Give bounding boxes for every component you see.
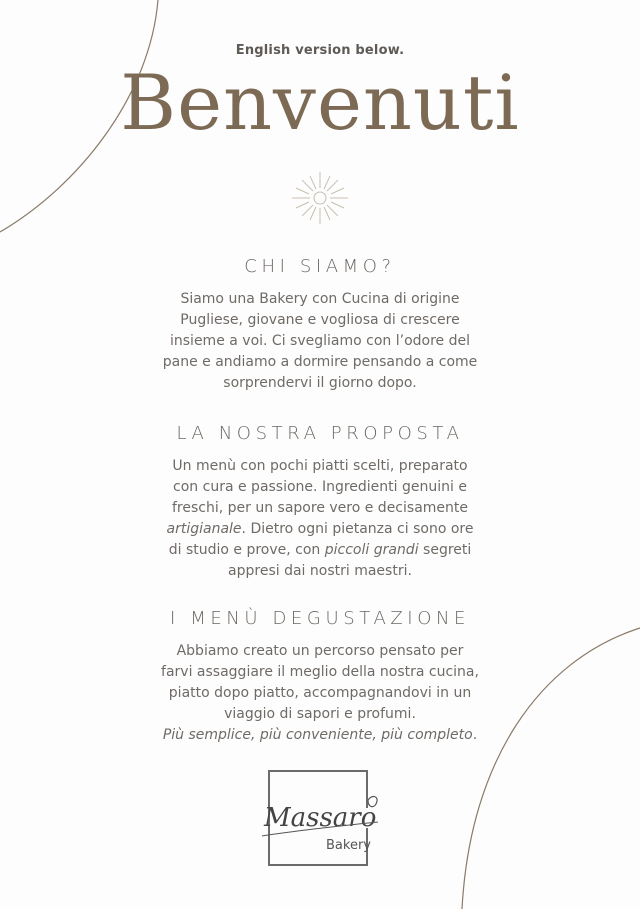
section-body: [140, 641, 500, 746]
logo-script-text: [260, 786, 384, 840]
section-chi-siamo: [0, 256, 640, 394]
body-emphasis: artigianale: [166, 521, 242, 537]
body-line: Siamo una Bakery con Cucina di origine: [180, 291, 460, 307]
massaro-bakery-logo: [256, 768, 386, 872]
body-line: . Dietro ogni pietanza ci sono ore: [241, 521, 474, 537]
body-line: Un menù con pochi piatti scelti, preparato: [172, 458, 468, 474]
body-line: sorprendervi il giorno dopo.: [223, 375, 417, 391]
body-line: con cura e passione. Ingredienti genuini e: [173, 479, 467, 495]
body-line: Abbiamo creato un percorso pensato per: [176, 643, 464, 659]
body-line: pane e andiamo a dormire pensando a come: [162, 354, 478, 370]
body-emphasis: Più semplice, più conveniente, più completo: [162, 727, 473, 743]
body-line: .: [472, 727, 478, 743]
section-nostra-proposta: [0, 423, 640, 582]
english-version-note: English version below.: [235, 43, 405, 58]
body-line: piatto dopo piatto, accompagnandovi in un: [168, 685, 472, 701]
section-heading: LA NOSTRA PROPOSTA: [176, 423, 464, 444]
section-body: [150, 289, 490, 394]
body-line: appresi dai nostri maestri.: [228, 563, 412, 579]
page-title: Benvenuti: [120, 58, 520, 147]
section-menu-degustazione: [0, 608, 640, 746]
body-line: di studio e prove, con: [168, 542, 321, 558]
body-line: insieme a voi. Ci svegliamo con l’odore del: [170, 333, 470, 349]
section-heading: I MENÙ DEGUSTAZIONE: [169, 608, 471, 629]
body-line: farvi assaggiare il meglio della nostra cucina,: [161, 664, 479, 680]
body-emphasis: piccoli grandi: [324, 542, 419, 558]
body-line: freschi, per un sapore vero e decisamente: [172, 500, 468, 516]
section-body: [150, 456, 490, 582]
logo-word-bakery: Bakery: [326, 838, 371, 853]
sun-icon: [290, 170, 350, 226]
body-line: viaggio di sapori e profumi.: [224, 706, 416, 722]
body-line: Pugliese, giovane e vogliosa di crescere: [180, 312, 460, 328]
svg-text:Massaro: Massaro: [264, 803, 377, 833]
body-line: segreti: [423, 542, 472, 558]
section-heading: CHI SIAMO?: [244, 256, 396, 277]
